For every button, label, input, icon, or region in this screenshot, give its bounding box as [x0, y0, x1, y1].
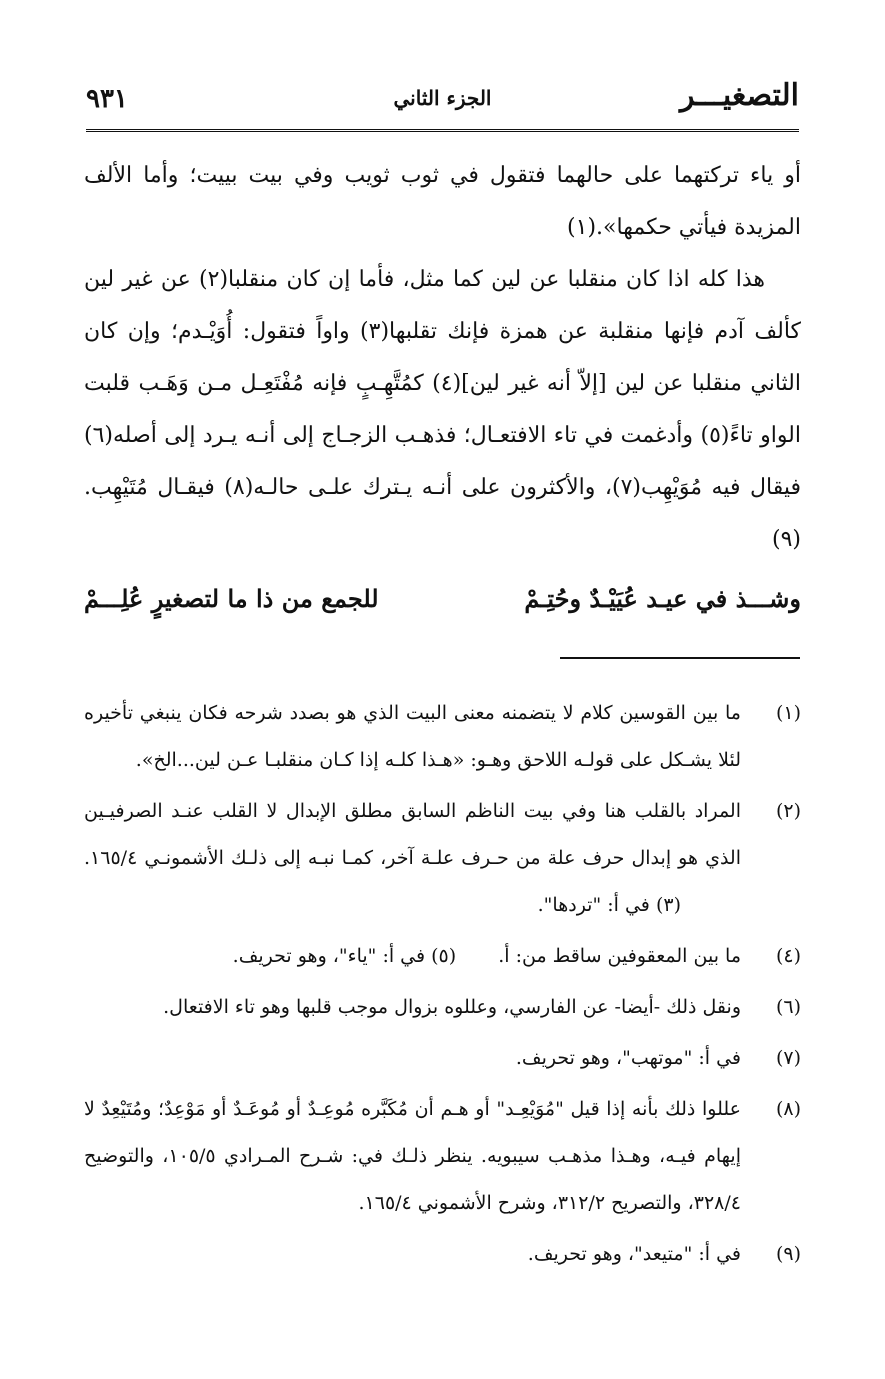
footnote-inline	[233, 933, 457, 980]
footnote-number: (٧)	[775, 1047, 801, 1069]
footnote-text: في أ: "متيعد"، وهو تحريف.	[527, 1243, 741, 1265]
page-header	[86, 78, 799, 126]
verse-second-hemistich: للجمع من ذا ما لتصغيرٍ عُلِـــمْ	[84, 584, 379, 613]
footnote-text: المراد بالقلب هنا وفي بيت الناظم السابق مطلق الإبدال لا القلب عنـد الصرفيـين الذي هو إبدال حرف علة من حـرف علـة آخر، كمـا نبـه إلى ذلـك الأشمونـي ١٦٥/٤.	[84, 800, 741, 869]
footnote-text: ما بين المعقوفين ساقط من: أ.	[498, 945, 741, 967]
footnote-number: (٥)	[431, 945, 457, 967]
footnote-text: في أ: "ياء"، وهو تحريف.	[232, 945, 426, 967]
footnote	[84, 1231, 801, 1278]
footnote-number: (٩)	[775, 1243, 801, 1265]
footnote	[84, 984, 801, 1031]
footnote-number: (٣)	[655, 894, 681, 916]
footnote-number: (٤)	[775, 945, 801, 967]
footnote	[84, 1086, 801, 1227]
footnote	[84, 933, 801, 980]
chapter-title: التصغيـــر	[680, 78, 799, 113]
footnote-text: في أ: "تردها".	[537, 894, 650, 916]
main-text	[84, 150, 801, 566]
footnote-separator	[560, 657, 800, 659]
body-paragraph: هذا كله اذا كان منقلبا عن لين كما مثل، فأما إن كان منقلبا(٢) عن غير لين كألف آدم فإنها منقلبة عن همزة فإنك تقلبها(٣) واواً فتقول: أُوَيْـدم؛ وإن كان الثاني منقلبا عن لين [إلاّ أنه غير لين](٤) كمُتَّهِـبٍ فإنه مُفْتَعِـل مـن وَهَـب قلبت الواو تاءً(٥) وأدغمت في تاء الافتعـال؛ فذهـب الزجـاج إلى أنـه يـرد إلى أصله(٦) فيقال فيه مُوَيْهِب(٧)، والأكثرون على أنـه يـترك علـى حالـه(٨) فيقـال مُتَيْهِب.(٩)	[84, 267, 801, 552]
footnote-number: (١)	[775, 702, 801, 724]
footnote	[84, 1035, 801, 1082]
footnote-number: (٦)	[775, 996, 801, 1018]
footnote-number: (٨)	[775, 1098, 801, 1120]
footnotes	[84, 690, 801, 1282]
footnote	[84, 690, 801, 784]
footnote	[84, 788, 801, 929]
footnote-text: في أ: "موتهب"، وهو تحريف.	[515, 1047, 741, 1069]
body-paragraph: أو ياء تركتهما على حالهما فتقول في ثوب ثويب وفي بيت بييت؛ وأما الألف المزيدة فيأتي حكمها».(١)	[84, 163, 801, 240]
header-rule	[86, 129, 799, 132]
volume-label: الجزء الثاني	[393, 86, 492, 110]
footnote-number: (٢)	[775, 800, 801, 822]
verse-first-hemistich: وشـــذ في عيـد عُيَيْـدٌ وحُتِـمْ	[524, 584, 801, 613]
footnote-text: ونقل ذلك -أيضا- عن الفارسي، وعللوه بزوال موجب قلبها وهو تاء الافتعال.	[163, 996, 741, 1018]
footnote-inline	[538, 894, 681, 916]
footnote-text: عللوا ذلك بأنه إذا قيل "مُوَيْعِـد" أو هـم أن مُكَبَّره مُوعِـدٌ أو مُوعَـدٌ أو مَوْعِدٌ؛ ومُتَيْعِدٌ لا إيهام فيـه، وهـذا مذهـب سيبويه. ينظر ذلـك في: شـرح المـرادي ١٠٥/٥، والتوضيح ٣٢٨/٤، والتصريح ٣١٢/٢، وشرح الأشموني ١٦٥/٤.	[84, 1098, 741, 1214]
page-number: ٩٣١	[86, 84, 128, 114]
verse-line	[84, 584, 801, 634]
footnote-text: ما بين القوسين كلام لا يتضمنه معنى البيت الذي هو بصدد شرحه فكان ينبغي تأخيره لئلا يشـكل على قولـه اللاحق وهـو: «هـذا كلـه إذا كـان منقلبـا عـن لين...الخ».	[84, 702, 741, 771]
